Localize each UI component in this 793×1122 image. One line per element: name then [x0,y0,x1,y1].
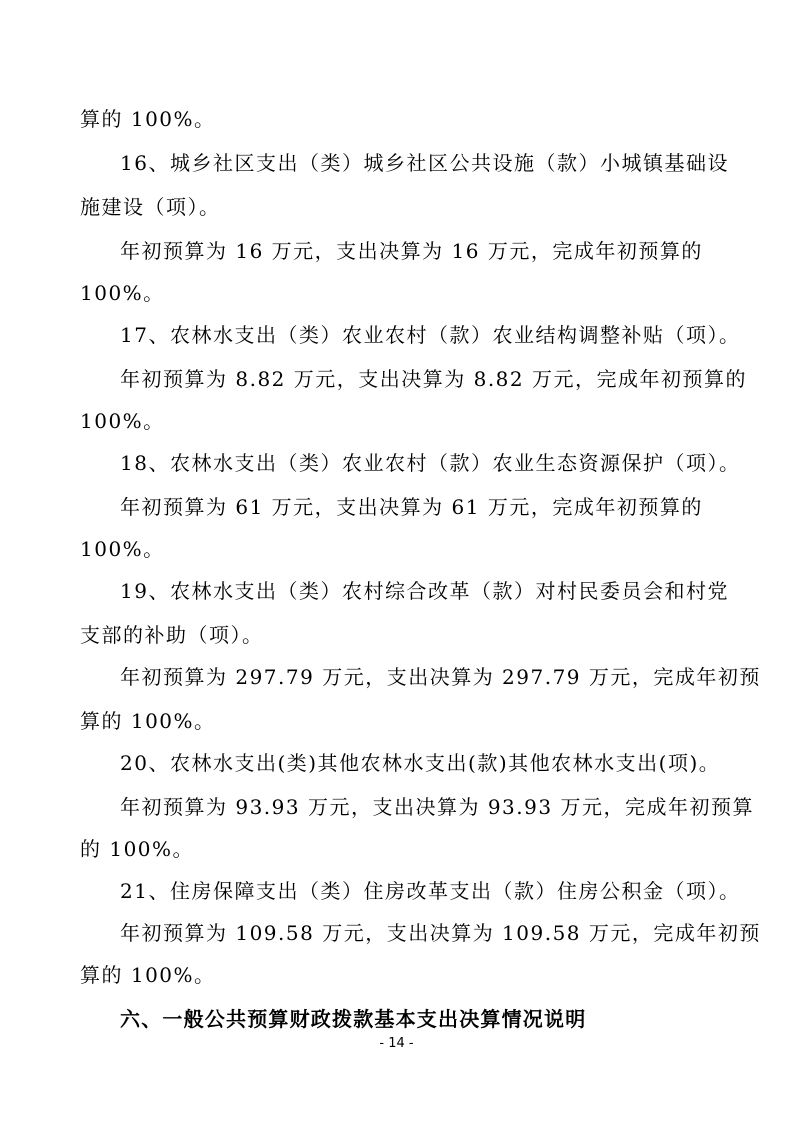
item-19-budget: 年初预算为 297.79 万元，支出决算为 297.79 万元，完成年初预 [120,665,761,689]
text-line: 施建设（项）。 [80,195,221,219]
text-line: 算的 100%。 [80,709,216,733]
item-17-budget: 年初预算为 8.82 万元，支出决算为 8.82 万元，完成年初预算的 [120,367,747,391]
text-line: 100%。 [80,281,165,305]
page-number: - 14 - [379,1036,414,1051]
item-19-title: 19、农林水支出（类）农村综合改革（款）对村民委员会和村党 [120,579,729,603]
item-21-title: 21、住房保障支出（类）住房改革支出（款）住房公积金（项）。 [120,879,741,903]
text-line: 100%。 [80,537,165,561]
item-20-budget: 年初预算为 93.93 万元，支出决算为 93.93 万元，完成年初预算 [120,795,754,819]
item-16-title: 16、城乡社区支出（类）城乡社区公共设施（款）小城镇基础设 [120,151,729,175]
text-line: 支部的补助（项）。 [80,623,264,647]
item-16-budget: 年初预算为 16 万元，支出决算为 16 万元，完成年初预算的 [120,239,703,263]
text-line: 的 100%。 [80,837,195,861]
item-18-budget: 年初预算为 61 万元，支出决算为 61 万元，完成年初预算的 [120,495,703,519]
section-heading: 六、一般公共预算财政拨款基本支出决算情况说明 [120,1007,587,1031]
item-20-title: 20、农林水支出(类)其他农林水支出(款)其他农林水支出(项)。 [120,751,721,775]
text-line: 算的 100%。 [80,107,216,131]
item-21-budget: 年初预算为 109.58 万元，支出决算为 109.58 万元，完成年初预 [120,921,761,945]
item-17-title: 17、农林水支出（类）农业农村（款）农业结构调整补贴（项）。 [120,323,741,347]
item-18-title: 18、农林水支出（类）农业农村（款）农业生态资源保护（项）。 [120,451,741,475]
text-line: 100%。 [80,409,165,433]
text-line: 算的 100%。 [80,963,216,987]
